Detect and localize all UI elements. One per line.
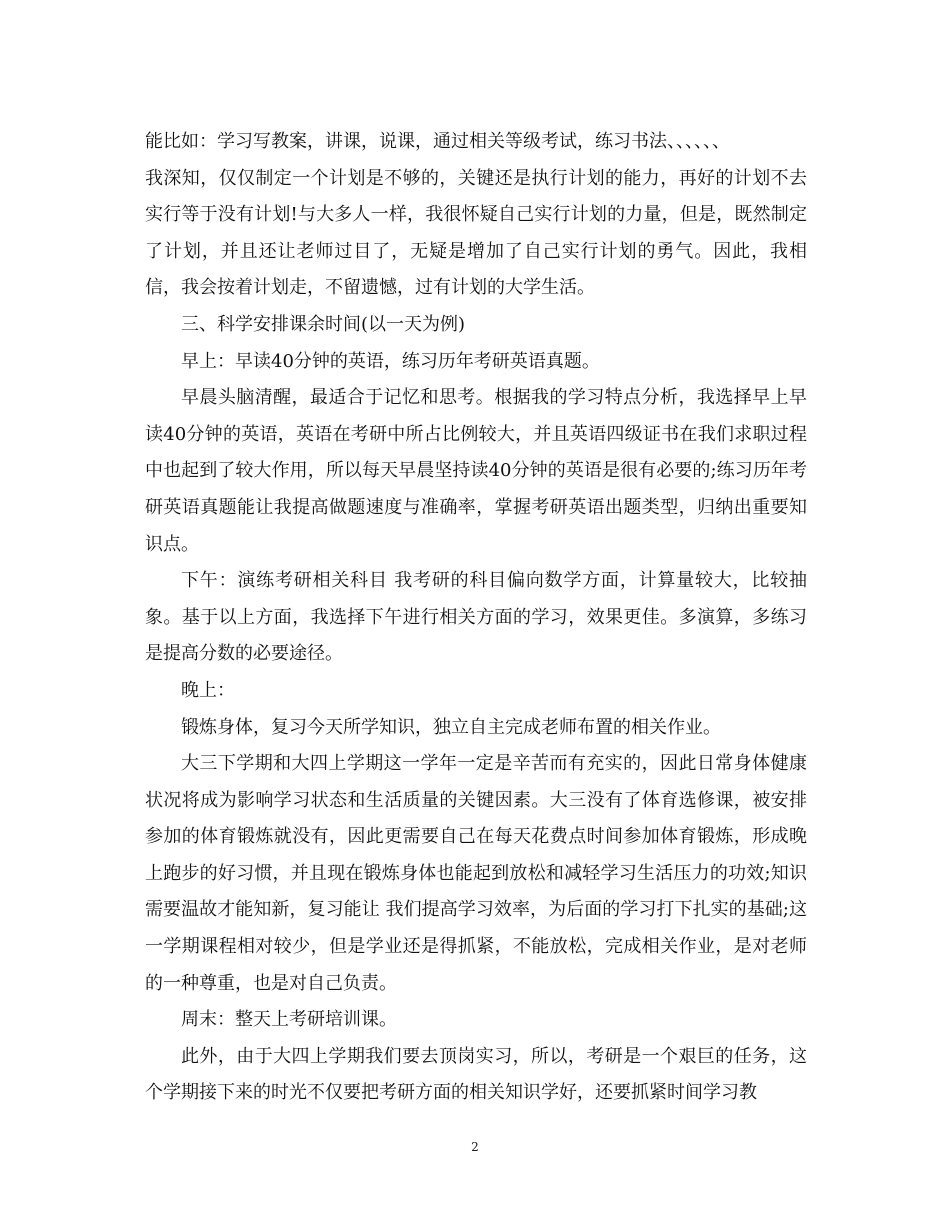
paragraph-evening-body: 大三下学期和大四上学期这一学年一定是辛苦而有充实的，因此日常身体健康状况将成为影响学习状态和生活质量的关键因素。大三没有了体育选修课，被安排参加的体育锻炼就没有，因此更需要自己在每天花费点时间参加体育锻炼，形成晚上跑步的好习惯，并且现在锻炼身体也能起到放松和减轻学习生活压力的功效;知识需要温故才能知新，复习能让 我们提高学习效率，为后面的学习打下扎实的基础;这一学期课程相对较少，但是学业还是得抓紧，不能放松，完成相关作业，是对老师的一种尊重，也是对自己负责。 <box>145 753 807 994</box>
paragraph-afternoon: 下午：演练考研相关科目 我考研的科目偏向数学方面，计算量较大，比较抽象。基于以上方面，我选择下午进行相关方面的学习，效果更佳。多演算，多练习是提高分数的必要途径。 <box>145 570 807 665</box>
paragraph-evening-summary: 锻炼身体，复习今天所学知识，独立自主完成老师布置的相关作业。 <box>181 716 721 738</box>
paragraph-morning-body: 早晨头脑清醒，最适合于记忆和思考。根据我的学习特点分析，我选择早上早读40分钟的英语，英语在考研中所占比例较大，并且英语四级证书在我们求职过程中也起到了较大作用，所以每天早晨坚持读40分钟的英语是很有必要的;练习历年考研英语真题能让我提高做题速度与准确率，掌握考研英语出题类型，归纳出重要知识点。 <box>145 387 807 555</box>
document-body <box>145 124 807 1112</box>
paragraph-1: 能比如：学习写教案，讲课，说课，通过相关等级考试，练习书法、、、、、、 <box>145 131 730 152</box>
page-number: 2 <box>471 1140 479 1154</box>
paragraph-2: 我深知，仅仅制定一个计划是不够的，关键还是执行计划的能力，再好的计划不去实行等于没有计划!与大多人一样，我很怀疑自己实行计划的力量，但是，既然制定了计划，并且还让老师过目了，无疑是增加了自己实行计划的勇气。因此，我相信，我会按着计划走，不留遗憾，过有计划的大学生活。 <box>145 167 807 299</box>
paragraph-morning-title: 早上：早读40分钟的英语，练习历年考研英语真题。 <box>181 350 600 372</box>
paragraph-additional: 此外，由于大四上学期我们要去顶岗实习，所以，考研是一个艰巨的任务，这个学期接下来的时光不仅要把考研方面的相关知识学好，还要抓紧时间学习教 <box>145 1045 807 1104</box>
paragraph-weekend: 周末：整天上考研培训课。 <box>181 1009 397 1031</box>
paragraph-evening-title: 晚上： <box>181 679 235 701</box>
section-heading-3: 三、科学安排课余时间(以一天为例) <box>181 313 466 335</box>
